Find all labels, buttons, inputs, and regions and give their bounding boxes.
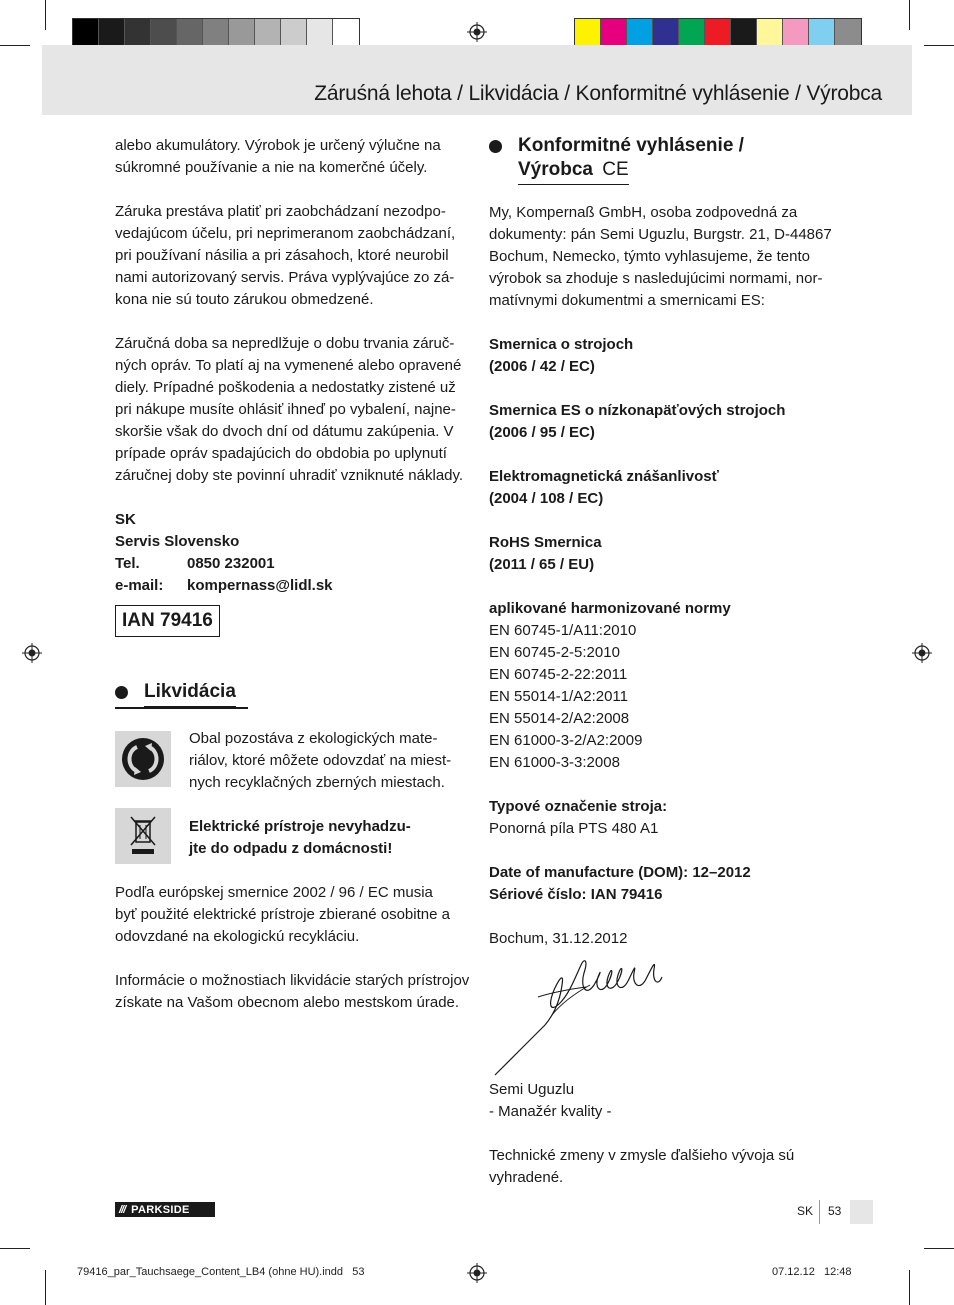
text-line: matívnymi dokumentmi a smernicami ES: [489, 292, 765, 309]
conformity-heading [489, 134, 744, 185]
serial-number: Sériové číslo: IAN 79416 [489, 886, 663, 903]
text-line: jte do odpadu z domácnosti! [189, 840, 393, 857]
service-email-row [115, 575, 470, 597]
email-label: e-mail: [115, 577, 164, 594]
service-phone-row [115, 553, 470, 575]
page-title: Záruśná lehota / Likvidácia / Konformitné vyhlásenie / Výrobca [314, 82, 882, 105]
directive-rohs [489, 532, 849, 576]
text-line: odovzdané na ekologickú recykláciu. [115, 928, 360, 945]
registration-mark-icon [22, 643, 42, 663]
color-swatch [627, 19, 653, 47]
signer-block [489, 1079, 849, 1189]
crop-mark [909, 1270, 910, 1305]
logo-text: PARKSIDE [131, 1203, 190, 1216]
color-swatch [705, 19, 731, 47]
gray-swatch [203, 19, 229, 47]
text-line: dokumenty: pán Semi Uguzlu, Burgstr. 21, D-44867 [489, 226, 832, 243]
text-line: pri nákupe musíte ohlásiť ihneď po vybalení, najne- [115, 401, 456, 418]
file-info: 79416_par_Tauchsaege_Content_LB4 (ohne HU).indd 53 [77, 1266, 365, 1278]
heading-underline [115, 707, 248, 709]
parkside-logo [115, 1202, 215, 1217]
directive-code: (2006 / 95 / EC) [489, 424, 595, 441]
crop-mark [909, 0, 910, 30]
text-line: výrobok sa zhoduje s nasledujúcimi normami, nor- [489, 270, 823, 287]
text-line: nych recyklačných zberných miestach. [189, 774, 445, 791]
gray-swatch [281, 19, 307, 47]
gray-swatch [333, 19, 359, 47]
disposal-heading [115, 680, 236, 707]
logo-stripes-icon: /// [119, 1203, 126, 1216]
norms-list [489, 598, 849, 774]
directive-low-voltage [489, 400, 849, 444]
text-line: pri používaní násilia a pri zásahoch, ktoré neurobil [115, 247, 449, 264]
service-contact [115, 509, 470, 597]
directive-code: (2006 / 42 / EC) [489, 358, 595, 375]
crop-mark [45, 1270, 46, 1305]
text-line: získate na Vašom obecnom alebo mestskom úrade. [115, 994, 460, 1011]
page-number: 53 [828, 1204, 842, 1218]
paragraph-warranty-void [115, 201, 470, 311]
norm-item: EN 55014-1/A2:2011 [489, 688, 628, 705]
conformity-heading-line2 [518, 158, 629, 185]
norm-item: EN 60745-2-5:2010 [489, 644, 620, 661]
directive-code: (2004 / 108 / EC) [489, 490, 604, 507]
text-line: Obal pozostáva z ekologických mate- [189, 730, 438, 747]
norms-heading: aplikované harmonizované normy [489, 600, 731, 617]
conformity-heading-line1: Konformitné vyhlásenie / [518, 135, 744, 156]
left-column [115, 135, 470, 637]
gray-swatch [177, 19, 203, 47]
color-swatch [835, 19, 861, 47]
text-line: diely. Prípadné poškodenia a nedostatky zistené už [115, 379, 456, 396]
page-divider [819, 1200, 820, 1224]
norm-item: EN 55014-2/A2:2008 [489, 710, 630, 727]
text-line: byť použité elektrické prístroje zbierané osobitne a [115, 906, 450, 923]
directive-machinery [489, 334, 849, 378]
text-line: riálov, ktoré môžete odovzdať na miest- [189, 752, 452, 769]
text-line: nami autorizovaný servis. Práva vyplývajúce zo zá- [115, 269, 455, 286]
registration-mark-icon [912, 643, 932, 663]
registration-mark-icon [467, 22, 487, 42]
service-country: SK [115, 511, 136, 528]
gray-swatch [73, 19, 99, 47]
color-swatch [757, 19, 783, 47]
norm-item: EN 61000-3-2/A2:2009 [489, 732, 643, 749]
right-column [489, 202, 849, 950]
color-calibration-bar [574, 18, 862, 48]
crop-mark [924, 1248, 954, 1249]
phone-label: Tel. [115, 555, 140, 572]
directive-code: (2011 / 65 / EU) [489, 556, 595, 573]
gray-swatch [125, 19, 151, 47]
type-value: Ponorná píla PTS 480 A1 [489, 820, 659, 837]
conformity-intro [489, 202, 849, 312]
crop-mark [45, 0, 46, 30]
paragraph-usage [115, 135, 470, 179]
text-line: prípade opráv spadajúcich do obdobia po uplynutí [115, 445, 447, 462]
color-swatch [809, 19, 835, 47]
crossed-bin-icon [115, 808, 171, 864]
color-swatch [783, 19, 809, 47]
text-line: súkromné používanie a nie na komerčné účely. [115, 159, 428, 176]
gray-swatch [229, 19, 255, 47]
directive-name: Smernica o strojoch [489, 336, 634, 353]
packaging-text [189, 728, 474, 794]
paragraph-warranty-period [115, 333, 470, 487]
gray-swatch [151, 19, 177, 47]
weee-icon-box [115, 808, 171, 864]
norm-item: EN 60745-1/A11:2010 [489, 622, 637, 639]
text-line: Záruka prestáva platiť pri zaobchádzaní nezodpo- [115, 203, 446, 220]
type-label: Typové označenie stroja: [489, 798, 668, 815]
color-swatch [679, 19, 705, 47]
text-line: Bochum, Nemecko, týmto vyhlasujeme, že tento [489, 248, 810, 265]
directive-emc [489, 466, 849, 510]
color-swatch [731, 19, 757, 47]
norm-item: EN 60745-2-22:2011 [489, 666, 628, 683]
text-line: Informácie o možnostiach likvidácie starých prístrojov [115, 972, 470, 989]
crop-mark [0, 1248, 30, 1249]
crop-mark [924, 45, 954, 46]
text-line: alebo akumulátory. Výrobok je určený výlučne na [115, 137, 441, 154]
print-timestamp: 07.12.12 12:48 [772, 1266, 852, 1278]
gray-swatch [99, 19, 125, 47]
signer-name: Semi Uguzlu [489, 1081, 575, 1098]
text-line: Záručná doba sa nepredlžuje o dobu trvania záruč- [115, 335, 455, 352]
weee-text [189, 816, 474, 860]
gray-swatch [255, 19, 281, 47]
color-swatch [653, 19, 679, 47]
bullet-icon [115, 686, 128, 699]
gray-calibration-bar [72, 18, 360, 48]
crop-mark [0, 45, 30, 46]
text-line: Podľa európskej smernice 2002 / 96 / EC musia [115, 884, 433, 901]
color-swatch [601, 19, 627, 47]
directive-name: RoHS Smernica [489, 534, 602, 551]
color-swatch [575, 19, 601, 47]
service-name: Servis Slovensko [115, 533, 240, 550]
place-date: Bochum, 31.12.2012 [489, 930, 628, 947]
email-value: kompernass@lidl.sk [187, 577, 333, 594]
text-line: kona nie sú touto zárukou obmedzené. [115, 291, 374, 308]
text-line: Technické zmeny v zmysle ďalšieho vývoja sú [489, 1147, 795, 1164]
text-line: vedajúcom účelu, pri neprimeranom zaobchádzaní, [115, 225, 456, 242]
ce-mark: CE [602, 159, 629, 180]
disposal-paragraphs [115, 882, 470, 1014]
page-tab [850, 1200, 873, 1224]
text-line: skoršie však do dvoch dní od dátumu zakúpenia. V [115, 423, 454, 440]
green-dot-recycle-icon [115, 731, 171, 787]
manufacturer-heading-text: Výrobca [518, 159, 593, 180]
text-line: My, Kompernaß GmbH, osoba zodpovedná za [489, 204, 798, 221]
ian-number-box: IAN 79416 [115, 605, 220, 637]
gray-swatch [307, 19, 333, 47]
signer-role: - Manažér kvality - [489, 1103, 612, 1120]
date-of-manufacture: Date of manufacture (DOM): 12–2012 [489, 864, 751, 881]
recycling-icon-box [115, 731, 171, 787]
text-line: ných opráv. To platí aj na vymenené alebo opravené [115, 357, 462, 374]
phone-value: 0850 232001 [187, 555, 275, 572]
text-line: Elektrické prístroje nevyhadzu- [189, 818, 411, 835]
text-line: vyhradené. [489, 1169, 564, 1186]
language-label: SK [797, 1204, 814, 1218]
signature-image [490, 955, 670, 1080]
directive-name: Elektromagnetická znášanlivosť [489, 468, 719, 485]
directive-name: Smernica ES o nízkonapäťových strojoch [489, 402, 786, 419]
text-line: záručnej doby ste povinní uhradiť vzniknuté náklady. [115, 467, 464, 484]
norm-item: EN 61000-3-3:2008 [489, 754, 620, 771]
bullet-icon [489, 140, 502, 153]
disposal-heading-text: Likvidácia [144, 680, 236, 707]
registration-mark-icon [467, 1263, 487, 1283]
